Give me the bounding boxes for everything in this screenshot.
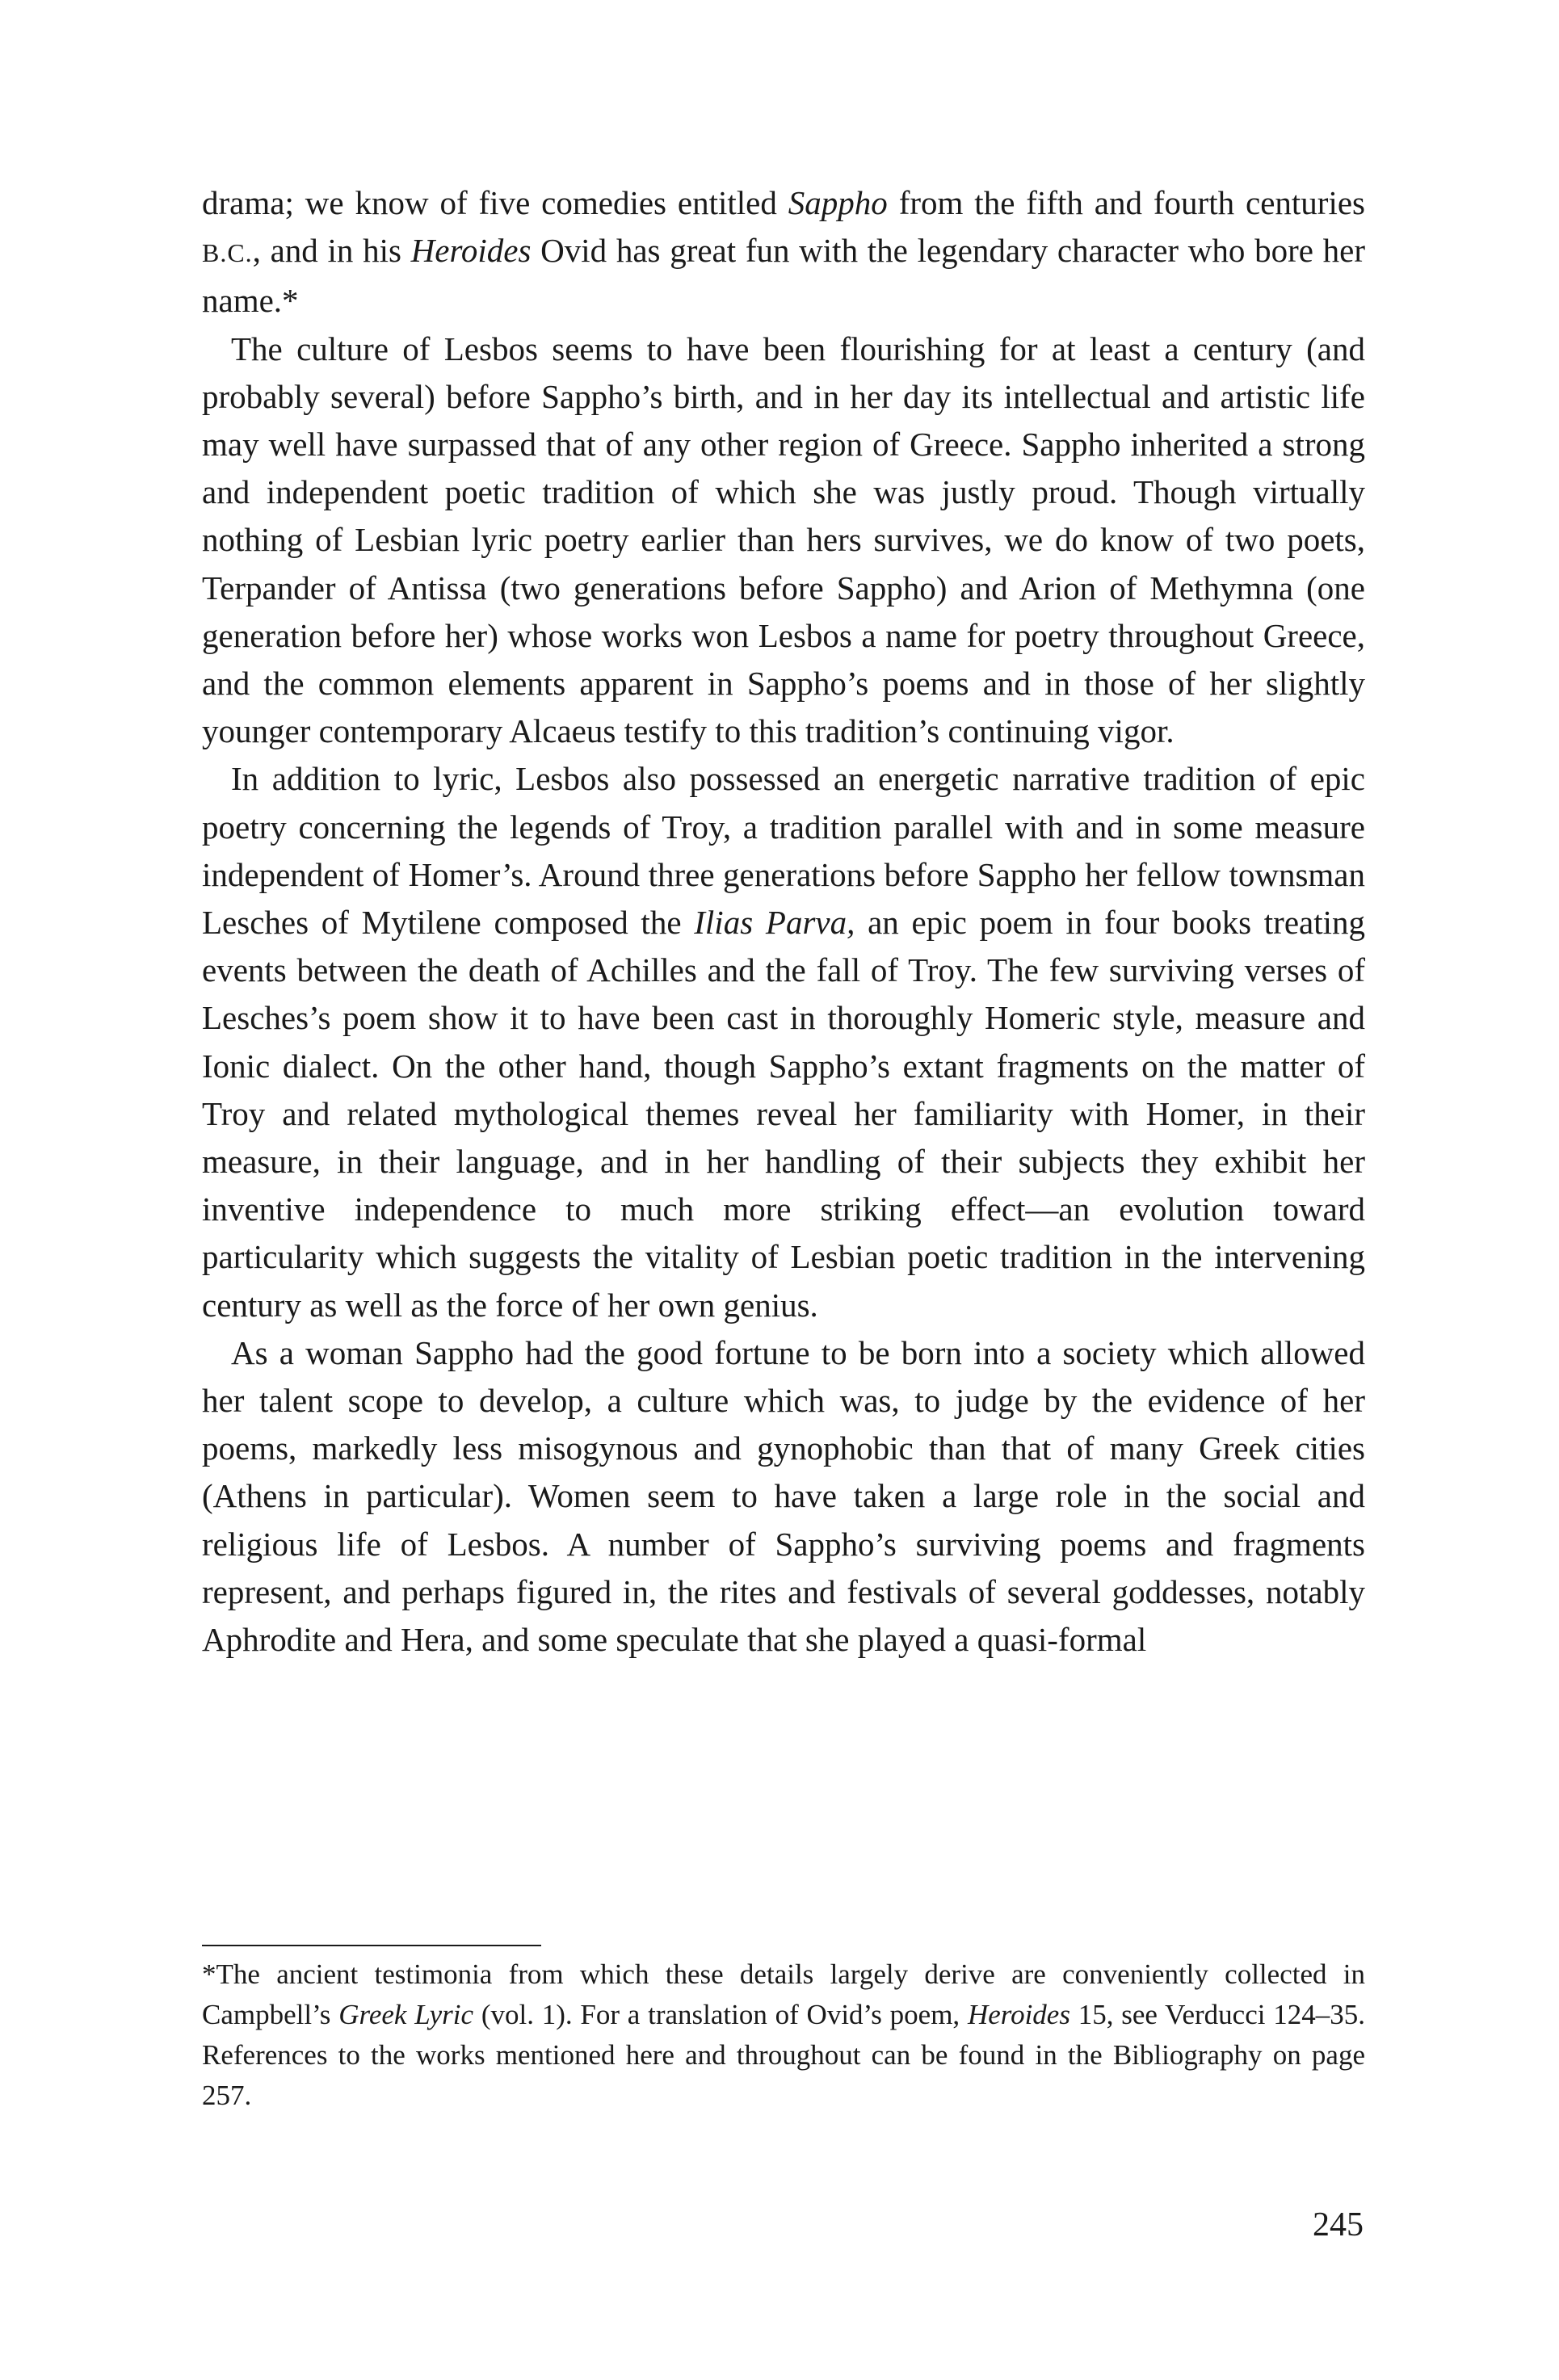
paragraph-1 xyxy=(202,179,1365,325)
main-text-block xyxy=(202,179,1365,1664)
text-run: 15, see Verducci 124–35. References to the works mentioned here and throughout can be found in the Bibliography on page 257. xyxy=(202,1999,1366,2111)
text-run: As a woman Sappho had the good fortune to be born into a society which allowed her talent scope to develop, a culture which was, to judge by the evidence of her poems, markedly less misogynous and gynophobic than that of many Greek cities (Athens in particular). Women seem to have taken a large role in the social and religious life of Lesbos. A number of Sappho’s surviving poems and fragments represent, and perhaps figured in, the rites and festivals of several goddesses, notably Aphrodite and Hera, and some speculate that she played a quasi-formal xyxy=(202,1333,1365,1659)
page-number: 245 xyxy=(1313,2206,1364,2244)
paragraph-3 xyxy=(202,755,1365,1329)
text-run: *The ancient testimonia from which these details largely derive are conveniently collected in Campbell’s xyxy=(202,1958,1365,2030)
footnote xyxy=(202,1954,1365,2116)
text-run: In addition to lyric, Lesbos also possessed an energetic narrative tradition of epic poetry concerning the legends of Troy, a tradition parallel with and in some measure independent of Homer’s. Around three generations before Sappho her fellow townsman Lesches of Mytilene composed the xyxy=(202,760,1365,942)
italic-title: Greek Lyric xyxy=(338,1999,474,2030)
footnote-divider xyxy=(202,1945,541,1946)
text-run: (vol. 1). For a translation of Ovid’s poem, xyxy=(473,1999,968,2030)
italic-title: Heroides xyxy=(967,1999,1070,2030)
text-run: from the fifth and fourth centuries xyxy=(887,184,1365,221)
text-run: Ovid has great fun with the legendary character who bore her name.* xyxy=(202,232,1365,320)
italic-title: Sappho xyxy=(788,184,888,221)
paragraph-4 xyxy=(202,1329,1365,1664)
text-run: drama; we know of five comedies entitled xyxy=(202,184,788,221)
italic-title: Heroides xyxy=(410,232,532,270)
text-run: , and in his xyxy=(252,232,411,270)
small-caps-abbreviation: B.C. xyxy=(202,239,253,268)
text-run: an epic poem in four books treating events between the death of Achilles and the fall of Troy. The few surviving verses of Lesches’s poem show it to have been cast in thoroughly Homeric style, measure and Ionic dialect. On the other hand, though Sappho’s extant fragments on the matter of Troy and related mythological themes reveal her familiarity with Homer, in their measure, in their language, and in her handling of their subjects they exhibit her inventive independence to much more striking effect—an evolution toward particularity which suggests the vitality of Lesbian poetic tradition in the intervening century as well as the force of her own genius. xyxy=(202,904,1365,1324)
paragraph-2 xyxy=(202,325,1365,756)
italic-title: Ilias Parva, xyxy=(694,904,855,942)
text-run: The culture of Lesbos seems to have been flourishing for at least a century (and probably several) before Sappho’s birth, and in her day its intellectual and artistic life may well have surpassed that of any other region of Greece. Sappho inherited a strong and independent poetic tradition of which she was justly proud. Though virtually nothing of Lesbian lyric poetry earlier than hers survives, we do know of two poets, Terpander of Antissa (two generations before Sappho) and Arion of Methymna (one generation before her) whose works won Lesbos a name for poetry throughout Greece, and the common elements apparent in Sappho’s poems and in those of her slightly younger contemporary Alcaeus testify to this tradition’s continuing vigor. xyxy=(202,330,1365,750)
